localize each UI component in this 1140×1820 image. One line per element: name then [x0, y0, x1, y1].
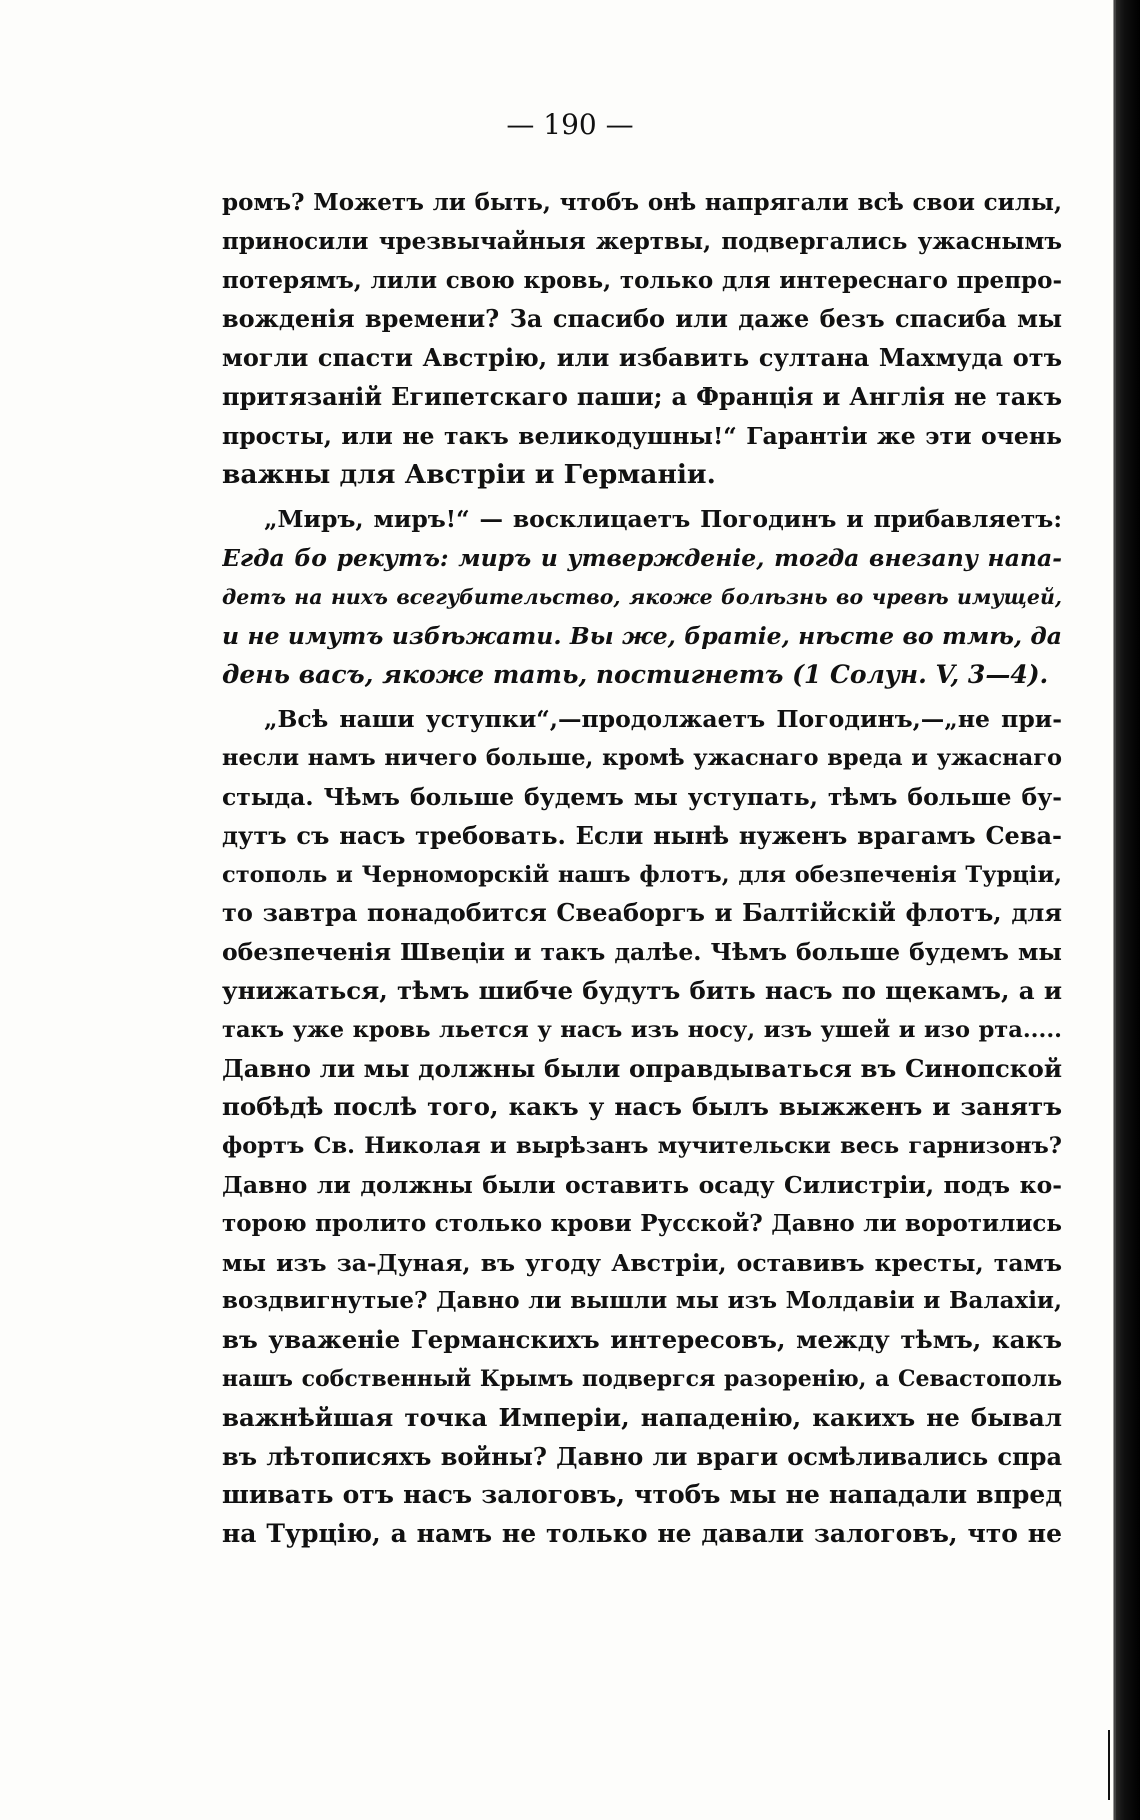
scan-edge-shadow [1114, 0, 1140, 1820]
text-line: дутъ съ насъ требовать. Если нынѣ нуженъ врагамъ Сева- [222, 820, 1062, 850]
text-line: стополь и Черноморскій нашъ флотъ, для обезпеченія Турціи, [222, 861, 1062, 888]
text-line: такъ уже кровь льется у насъ изъ носу, изъ ушей и изо рта..... [222, 1016, 1062, 1043]
text-line: „Всѣ наши уступки“,—продолжаетъ Погодинъ,—„не при- [264, 705, 1062, 734]
text-line: шивать отъ насъ залоговъ, чтобъ мы не нападали впред [222, 1480, 1062, 1510]
body-text [222, 184, 1062, 1554]
text-line-italic: Егда бо рекутъ: миръ и утвержденіе, тогда внезапу напа- [222, 544, 1062, 573]
text-line: потерямъ, лили свою кровь, только для интереснаго препро- [222, 266, 1062, 294]
text-line: Давно ли мы должны были оправдываться въ Синопской [222, 1053, 1062, 1083]
text-line: мы изъ за-Дуная, въ угоду Австріи, оставивъ кресты, тамъ [222, 1248, 1062, 1277]
text-line: въ уваженіе Германскихъ интересовъ, между тѣмъ, какъ [222, 1325, 1062, 1355]
text-line: просты, или не такъ великодушны!“ Гарантіи же эти очень [222, 421, 1062, 450]
text-line: важны для Австріи и Германіи. [222, 458, 716, 490]
text-line: Давно ли должны были оставить осаду Силистріи, подъ ко- [222, 1170, 1062, 1199]
text-line: воздвигнутые? Давно ли вышли мы изъ Молдавіи и Валахіи, [222, 1287, 1062, 1315]
scan-edge-line [1113, 0, 1116, 1820]
text-line-italic: детъ на нихъ всегубительство, якоже болѣзнь во чревѣ имущей, [222, 584, 1062, 609]
text-line: на Турцію, а намъ не только не давали залоговъ, что не [222, 1519, 1062, 1549]
text-line: вожденія времени? За спасибо или даже безъ спасиба мы [222, 304, 1062, 334]
scan-edge-mark [1108, 1730, 1110, 1800]
text-line: ромъ? Можетъ ли быть, чтобъ онѣ напрягали всѣ свои силы, [222, 189, 1062, 216]
text-line: притязаній Египетскаго паши; а Франція и Англія не такъ [222, 381, 1062, 411]
text-line: въ лѣтописяхъ войны? Давно ли враги осмѣливались спра [222, 1441, 1062, 1471]
text-line: торою пролито столько крови Русской? Давно ли воротились [222, 1209, 1062, 1237]
text-line: унижаться, тѣмъ шибче будутъ бить насъ по щекамъ, а и [222, 975, 1062, 1005]
text-line: „Миръ, миръ!“ — восклицаетъ Погодинъ и прибавляетъ: [264, 505, 1062, 534]
text-line: могли спасти Австрію, или избавить султана Махмуда отъ [222, 343, 1062, 373]
text-line: фортъ Св. Николая и вырѣзанъ мучительски весь гарнизонъ? [222, 1133, 1062, 1160]
text-line: важнѣйшая точка Имперіи, нападенію, какихъ не бывал [222, 1402, 1062, 1432]
text-line: то завтра понадобится Свеаборгъ и Балтійскій флотъ, для [222, 898, 1062, 928]
text-line: побѣдѣ послѣ того, какъ у насъ былъ выжженъ и занятъ [222, 1092, 1062, 1122]
text-line-italic: день васъ, якоже тать, постигнетъ (1 Солун. V, 3—4). [222, 659, 1049, 689]
text-line: обезпеченія Швеціи и такъ далѣе. Чѣмъ больше будемъ мы [222, 938, 1062, 967]
text-line: стыда. Чѣмъ больше будемъ мы уступать, тѣмъ больше бу- [222, 782, 1062, 811]
text-line: приносили чрезвычайныя жертвы, подвергались ужаснымъ [222, 227, 1062, 255]
page-number: — 190 — [506, 108, 634, 141]
text-line: нашъ собственный Крымъ подвергся разоренію, а Севастополь [222, 1365, 1062, 1392]
text-line-italic: и не имутъ избѣжати. Вы же, братіе, нѣсте во тмѣ, да [222, 621, 1062, 650]
text-line: несли намъ ничего больше, кромѣ ужаснаго вреда и ужаснаго [222, 745, 1062, 772]
